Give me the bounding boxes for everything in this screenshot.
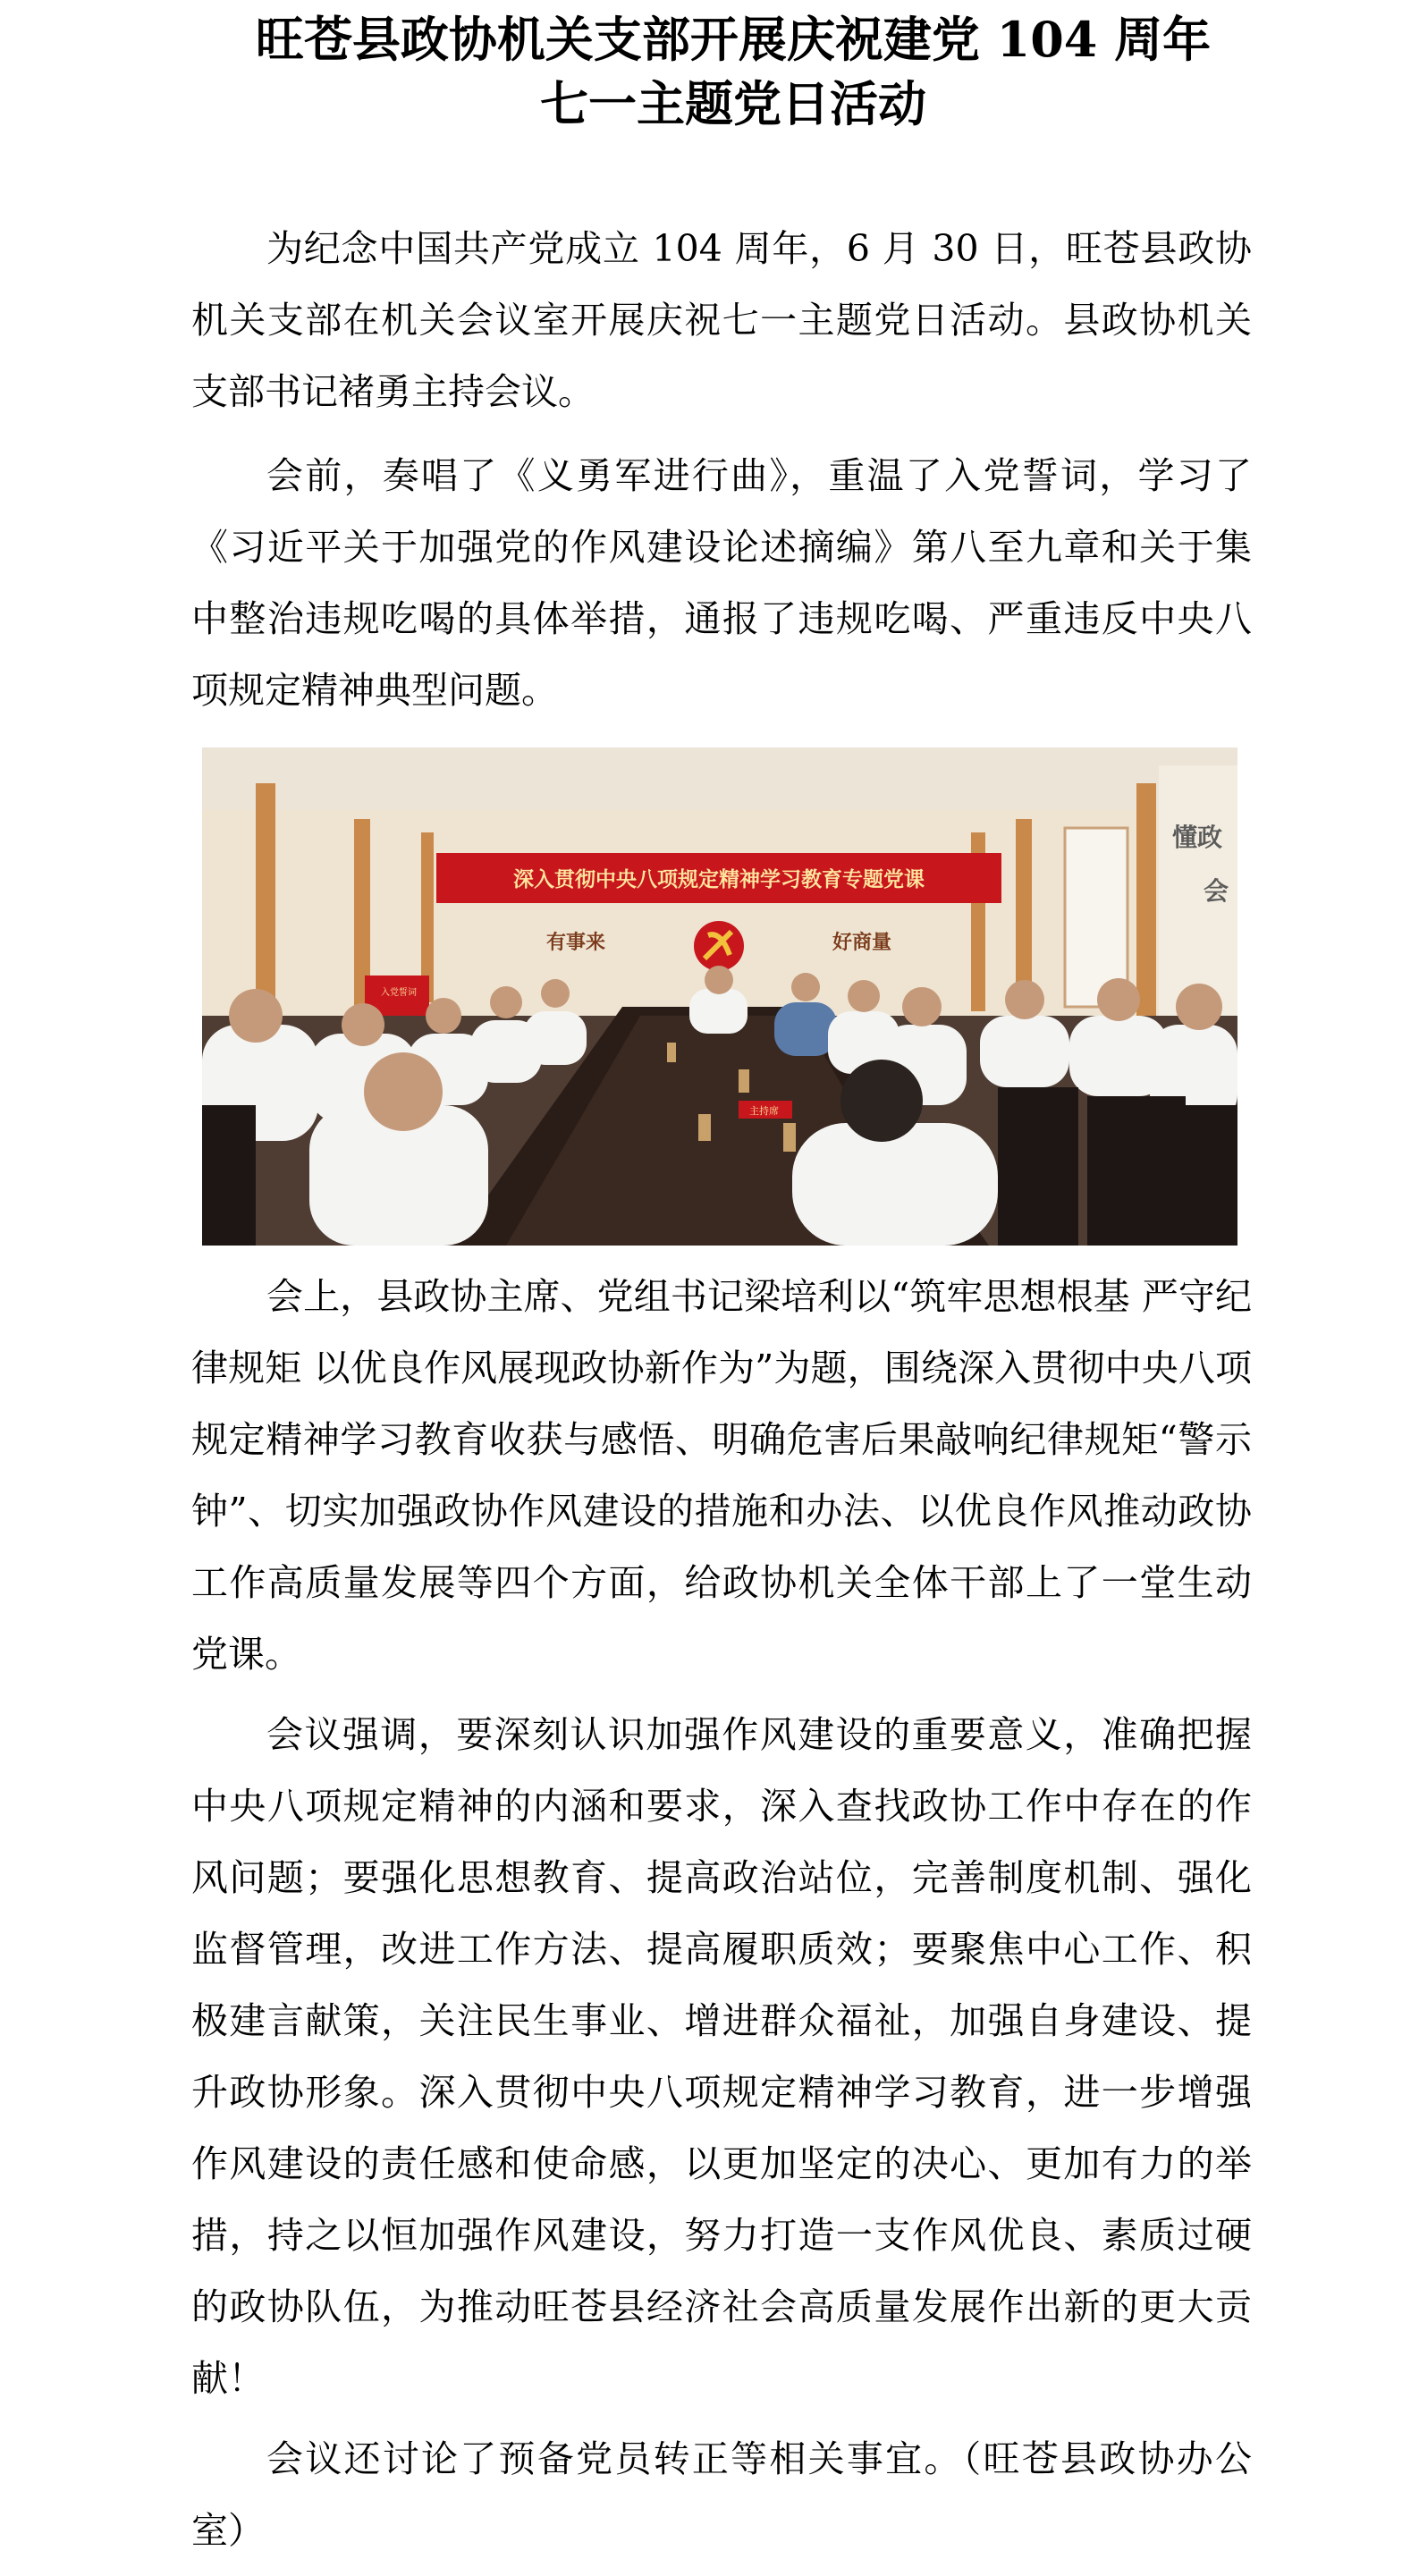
- table-cup: [698, 1114, 711, 1141]
- title-line-1: 旺苍县政协机关支部开展庆祝建党 104 周年: [255, 11, 1212, 68]
- host-head: [705, 966, 733, 994]
- paragraph-1: 为纪念中国共产党成立 104 周年，6 月 30 日，旺苍县政协机关支部在机关会议室开展庆祝七一主题党日活动。县政协机关支部书记褚勇主持会议。: [191, 227, 1252, 413]
- participant-head: [902, 987, 942, 1026]
- participant-head: [1097, 978, 1140, 1021]
- small-flag-text: 入党誓词: [381, 988, 417, 998]
- participant-head: [342, 1003, 384, 1046]
- participant: [774, 1002, 837, 1056]
- meeting-photo: [202, 747, 1237, 1246]
- participant: [524, 1011, 587, 1065]
- participant-head: [229, 989, 283, 1043]
- participant-head: [1176, 984, 1222, 1030]
- banner-text: 深入贯彻中央八项规定精神学习教育专题党课: [513, 868, 925, 891]
- table-cup: [783, 1123, 796, 1152]
- table-cup: [739, 1069, 749, 1093]
- side-wall-text-2: 会: [1204, 876, 1229, 906]
- table-cup: [667, 1043, 676, 1062]
- chair: [1186, 1105, 1237, 1246]
- participant-head: [791, 973, 820, 1001]
- paragraph-4: 会议强调，要深刻认识加强作风建设的重要意义，准确把握中央八项规定精神的内涵和要求，深入查找政协工作中存在的作风问题；要强化思想教育、提高政治站位，完善制度机制、强化监督管理，改进工作方法、提高履职质效；要聚焦中心工作、积极建言献策，关注民生事业、增进群众福祉，加强自身建设、提升政协形象。深入贯彻中央八项规定精神学习教育，进一步增强作风建设的责任感和使命感，以更加坚定的决心、更加有力的举措，持之以恒加强作风建设，努力打造一支作风优良、素质过硬的政协队伍，为推动旺苍县经济社会高质量发展作出新的更大贡献！: [191, 1713, 1252, 2400]
- meeting-photo-illustration: [202, 747, 1237, 1246]
- wall-slogan-right: 好商量: [832, 931, 892, 954]
- article-title: [107, 7, 1359, 136]
- paragraph-2: 会前，奏唱了《义勇军进行曲》，重温了入党誓词，学习了《习近平关于加强党的作风建设论述摘编》第八至九章和关于集中整治违规吃喝的具体举措，通报了违规吃喝、严重违反中央八项规定精神典型问题。: [191, 454, 1252, 712]
- nameplate-text: 主持席: [749, 1105, 779, 1117]
- paragraph-5: 会议还讨论了预备党员转正等相关事宜。（旺苍县政协办公室）: [191, 2437, 1252, 2552]
- participant: [980, 1016, 1069, 1087]
- chair: [1087, 1096, 1186, 1246]
- participant-head: [848, 980, 880, 1012]
- participant-head: [426, 998, 461, 1034]
- participant-head: [364, 1052, 443, 1131]
- participant-head: [1005, 980, 1044, 1019]
- host: [689, 989, 748, 1034]
- participant-head-back: [840, 1060, 923, 1142]
- chair: [998, 1087, 1078, 1246]
- participant-front: [792, 1123, 998, 1246]
- paragraph-3: 会上，县政协主席、党组书记梁培利以“筑牢思想根基 严守纪律规矩 以优良作风展现政协新作为”为题，围绕深入贯彻中央八项规定精神学习教育收获与感悟、明确危害后果敲响纪律规矩“警示钟”、切实加强政协作风建设的措施和办法、以优良作风推动政协工作高质量发展等四个方面，给政协机关全体干部上了一堂生动党课。: [191, 1275, 1252, 1676]
- side-wall-text: 懂政: [1172, 823, 1223, 852]
- participant-head: [490, 986, 522, 1018]
- pillar: [1136, 783, 1156, 1052]
- participant-head: [541, 979, 570, 1008]
- title-line-2: 七一主题党日活动: [540, 75, 926, 132]
- wall-slogan-left: 有事来: [546, 931, 606, 954]
- chair: [202, 1105, 256, 1246]
